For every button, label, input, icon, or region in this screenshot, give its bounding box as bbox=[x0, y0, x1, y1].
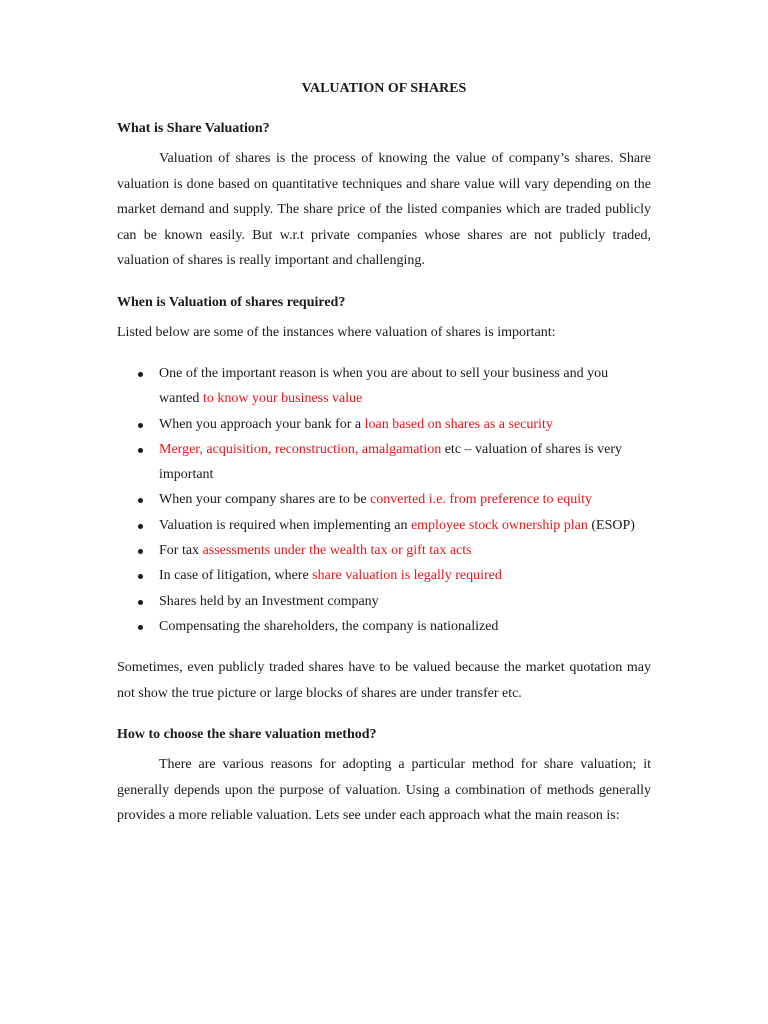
bullet-text-red: employee stock ownership plan bbox=[410, 517, 588, 533]
section-closing-paragraph: Sometimes, even publicly traded shares have to be valued because the market quotation may not show the true picture or large blocks of shares are under transfer etc. bbox=[117, 660, 651, 701]
bullet-text-red: share valuation is legally required bbox=[312, 568, 502, 584]
bullet-item bbox=[117, 589, 651, 614]
section-paragraph-what-is: Valuation of shares is the process of knowing the value of company’s shares. Share valuation is done based on quantitative techniques and share value will vary depending on the market demand and supply. The share price of the listed companies which are traded publicly can be known easily. But w.r.t private companies whose shares are not publicly traded, valuation of shares is really important and challenging. bbox=[117, 151, 651, 268]
bullet-dot-icon bbox=[138, 549, 143, 554]
section-heading-what-is: What is Share Valuation? bbox=[117, 121, 270, 136]
bullet-dot-icon bbox=[138, 448, 143, 453]
bullet-text-pre: Compensating the shareholders, the company is nationalized bbox=[159, 618, 499, 634]
bullet-item bbox=[117, 614, 651, 639]
section-intro-when-required: Listed below are some of the instances where valuation of shares is important: bbox=[117, 324, 556, 340]
bullet-text-post: (ESOP) bbox=[587, 517, 635, 533]
bullet-dot-icon bbox=[138, 600, 143, 605]
bullet-text-pre: For tax bbox=[159, 543, 203, 559]
bullet-text-red: loan based on shares as a security bbox=[364, 416, 553, 432]
bullet-text-pre: Shares held by an Investment company bbox=[159, 593, 379, 609]
section-heading-how-to-choose: How to choose the share valuation method? bbox=[117, 727, 377, 743]
bullet-text-red: assessments under the wealth tax or gift tax acts bbox=[202, 543, 472, 559]
bullet-text-pre: One of the important reason is when you are about to sell your business and you wanted bbox=[159, 366, 609, 407]
section-heading-when-required: When is Valuation of shares required? bbox=[117, 294, 346, 310]
section-paragraph-how-to-choose: There are various reasons for adopting a particular method for share valuation; it generally depends upon the purpose of valuation. Using a combination of methods generally provides a more reliable valuation. Lets see under each approach what the main reason is: bbox=[117, 757, 651, 824]
document-body bbox=[117, 78, 651, 829]
instances-bullet-list bbox=[117, 361, 651, 639]
bullet-item bbox=[117, 563, 651, 588]
bullet-item bbox=[117, 487, 651, 512]
bullet-item bbox=[117, 513, 651, 538]
bullet-dot-icon bbox=[138, 625, 143, 630]
bullet-text-red: to know your business value bbox=[202, 391, 363, 407]
bullet-dot-icon bbox=[138, 423, 143, 428]
bullet-dot-icon bbox=[138, 524, 143, 529]
bullet-dot-icon bbox=[138, 498, 143, 503]
bullet-text-post: etc – valuation of shares is very important bbox=[159, 441, 622, 483]
bullet-dot-icon bbox=[138, 372, 143, 377]
bullet-text-pre: When your company shares are to be bbox=[159, 492, 371, 508]
document-title: VALUATION OF SHARES bbox=[301, 81, 467, 96]
bullet-text-red: converted i.e. from preference to equity bbox=[370, 492, 593, 508]
bullet-text-pre: When you approach your bank for a bbox=[159, 416, 365, 432]
bullet-dot-icon bbox=[138, 574, 143, 579]
bullet-text-red: Merger, acquisition, reconstruction, amalgamation bbox=[159, 441, 442, 457]
bullet-text-pre: Valuation is required when implementing an bbox=[159, 517, 411, 533]
bullet-item bbox=[117, 361, 651, 412]
bullet-item bbox=[117, 538, 651, 563]
bullet-text-pre: In case of litigation, where bbox=[159, 568, 313, 584]
bullet-item bbox=[117, 412, 651, 437]
bullet-item bbox=[117, 437, 651, 488]
